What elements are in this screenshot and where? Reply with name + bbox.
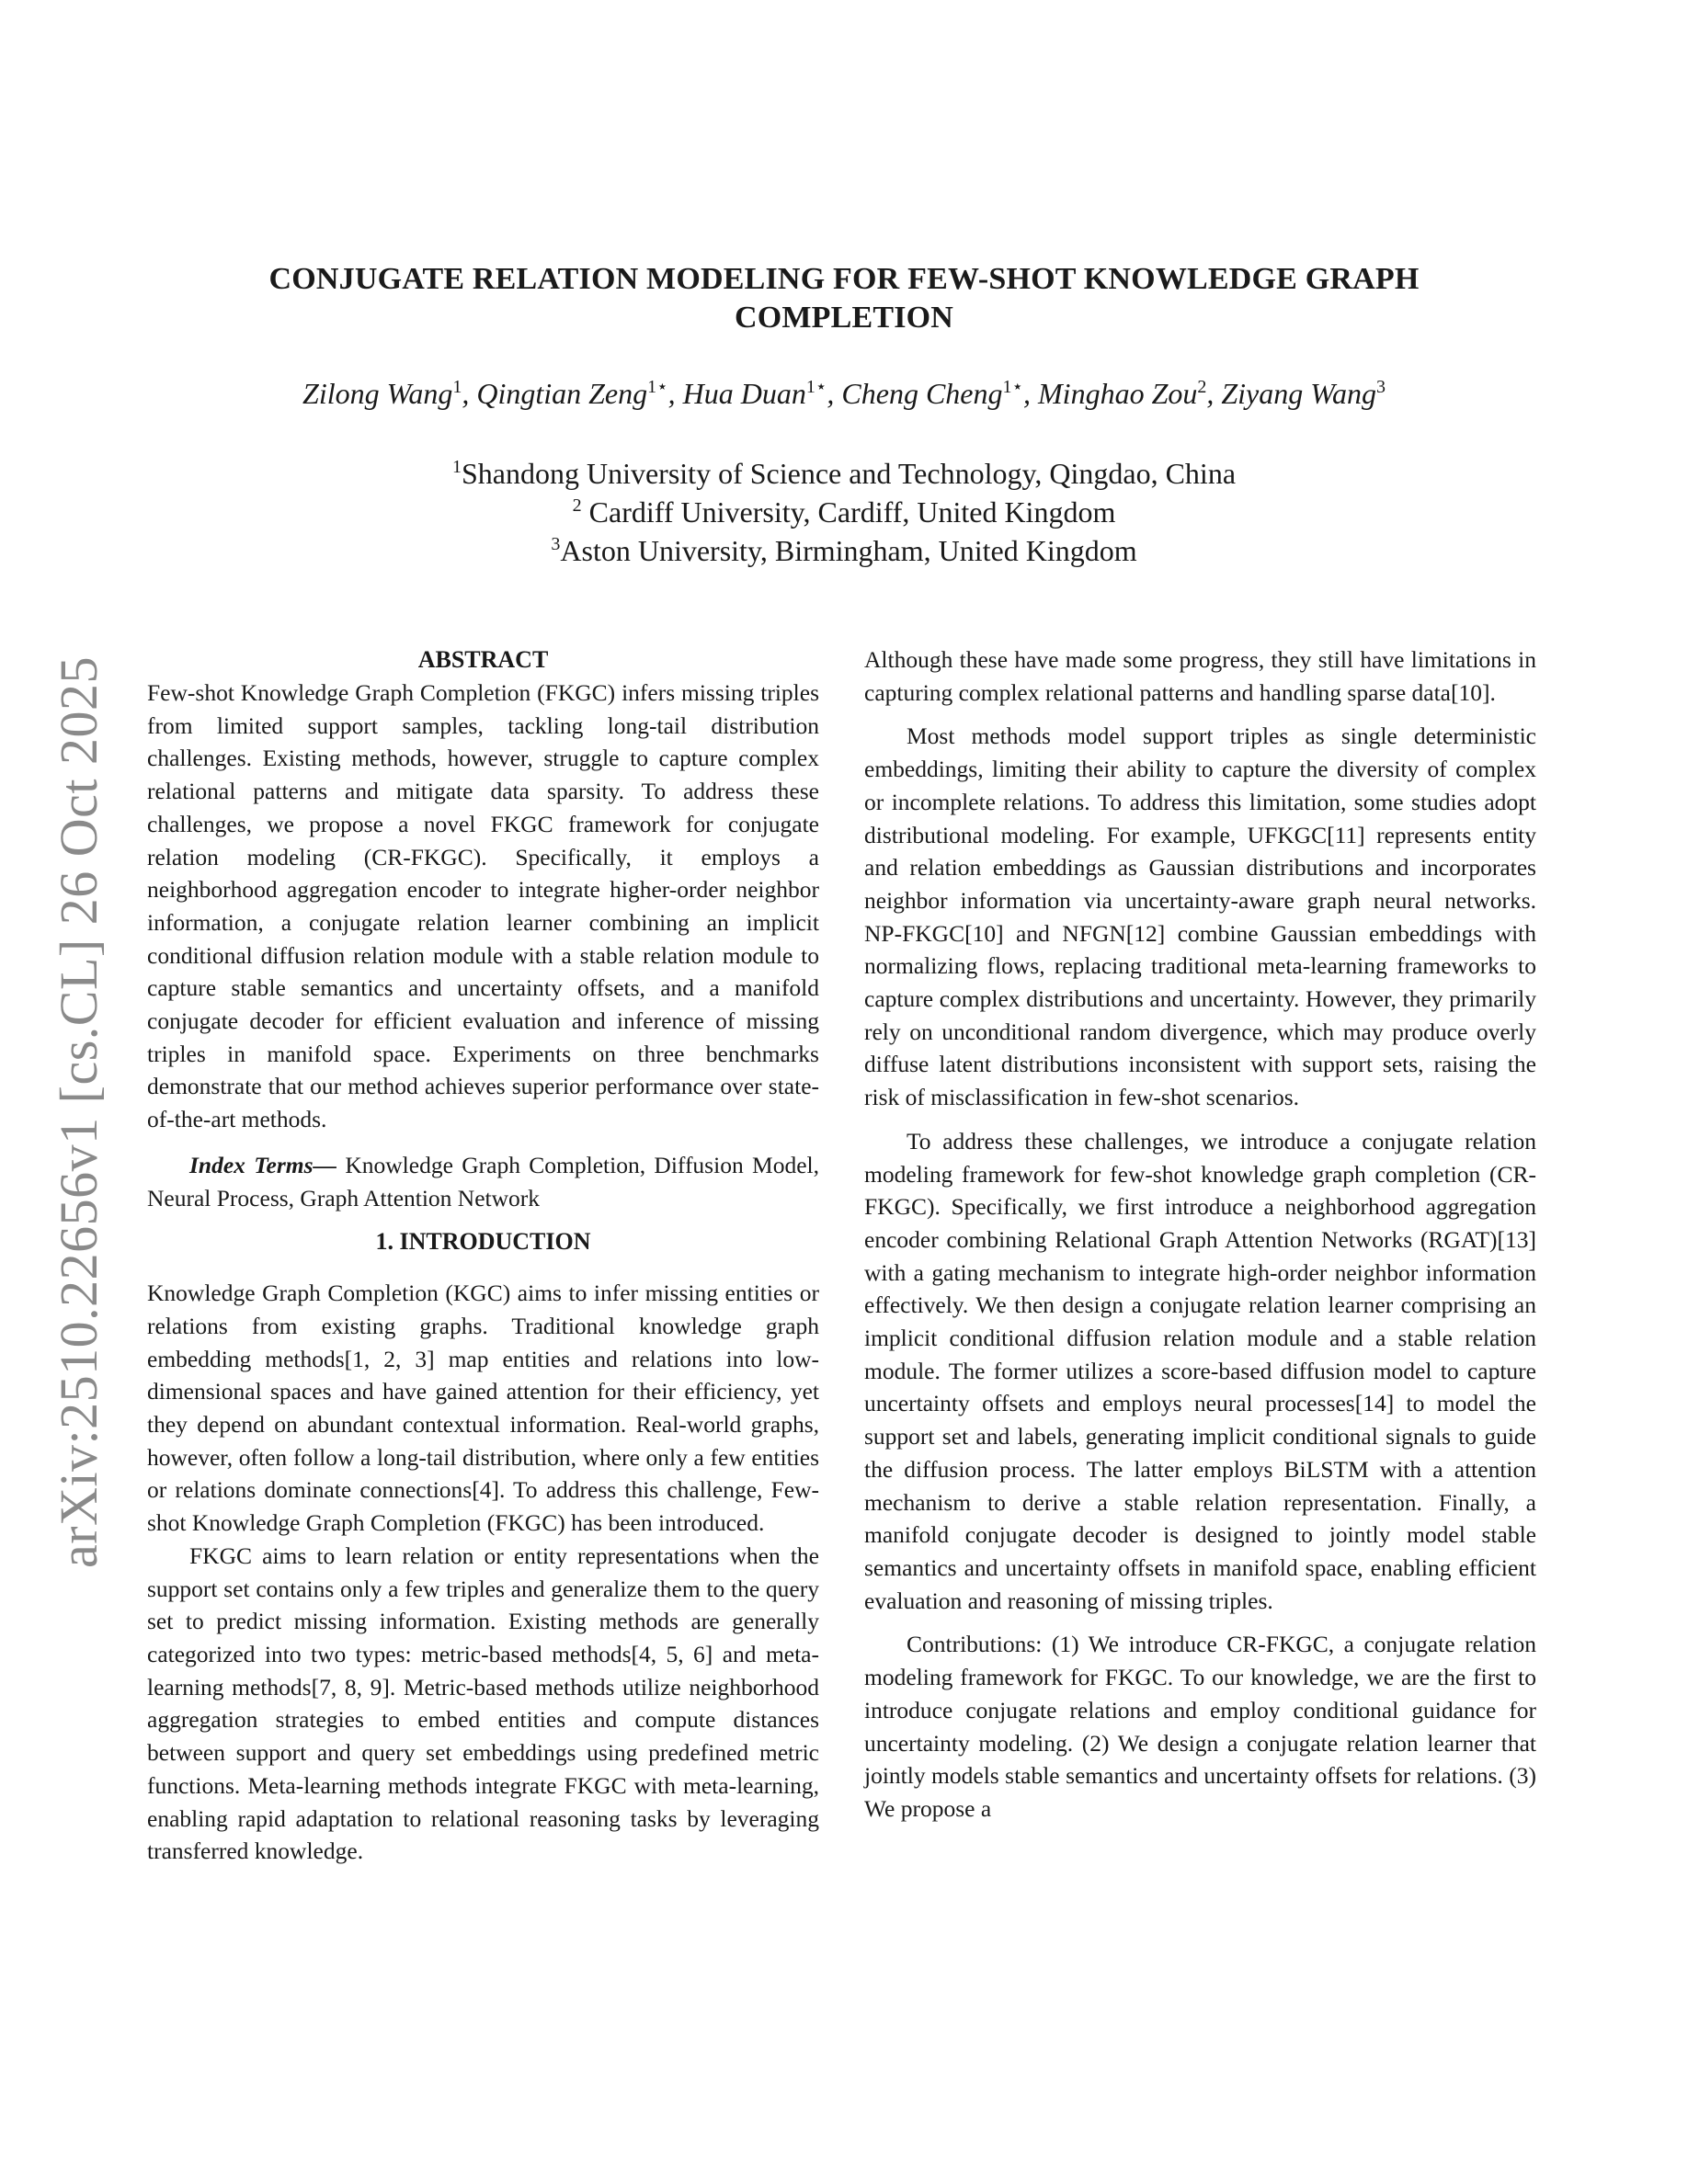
paper-title [0, 260, 1688, 337]
right-column [864, 643, 1536, 1837]
author: Zilong Wang$^1$, [302, 377, 477, 410]
intro-paragraph-1: Knowledge Graph Completion (KGC) aims to infer missing entities or relations from existing graphs. Traditional knowledge graph embedding methods[1, 2, 3] map entities and relations into low-dimensional spaces and have gained attention for their efficiency, yet they depend on abundant contextual information. Real-world graphs, however, often follow a long-tail distribution, where only a few entities or relations dominate connections[4]. To address this challenge, Few-shot Knowledge Graph Completion (FKGC) has been introduced. [147, 1280, 819, 1537]
author: Qingtian Zeng$^{1⋆}$, [476, 377, 683, 410]
body-paragraph: Although these have made some progress, they still have limitations in capturing complex relational patterns and handling sparse data[10]. [864, 646, 1536, 706]
affiliation: $^1$Shandong University of Science and Technology, Qingdao, China [451, 457, 1237, 490]
intro-paragraph-2: FKGC aims to learn relation or entity representations when the support set contains only a few triples and generalize them to the query set to predict missing information. Existing methods are generally categorized into two types: metric-based methods[4, 5, 6] and meta-learning methods[7, 8, 9]. Metric-based methods utilize neighborhood aggregation strategies to embed entities and compute distances between support and query set embeddings using predefined metric functions. Meta-learning methods integrate FKGC with meta-learning, enabling rapid adaptation to relational reasoning tasks by leveraging transferred knowledge. [147, 1541, 819, 1865]
title-line-2: COMPLETION [734, 301, 954, 335]
body-paragraph: Most methods model support triples as single deterministic embeddings, limiting their ability to capture the diversity of complex or incomplete relations. To address this limitation, some studies adopt distributional modeling. For example, UFKGC[11] represents entity and relation embeddings as Gaussian distributions and incorporates neighbor information via uncertainty-aware graph neural networks. NP-FKGC[10] and NFGN[12] combine Gaussian embeddings with normalizing flows, replacing traditional meta-learning frameworks to capture complex distributions and uncertainty. However, they primarily rely on unconditional random divergence, which may produce overly diffuse latent distributions inconsistent with support sets, raising the risk of misclassification in few-shot scenarios. [864, 722, 1536, 1111]
body-paragraph: Contributions: (1) We introduce CR-FKGC, a conjugate relation modeling framework for FKGC. To our knowledge, we are the first to introduce conjugate relations and employ conditional guidance for uncertainty modeling. (2) We design a conjugate relation learner that jointly models stable semantics and uncertainty offsets for relations. (3) We propose a [864, 1631, 1536, 1822]
arxiv-identifier-stamp: arXiv:2510.22656v1 [cs.CL] 26 Oct 2025 [49, 656, 108, 1568]
author: Ziyang Wang$^3$ [1221, 377, 1386, 410]
affiliation: $^3$Aston University, Birmingham, United Kingdom [551, 534, 1137, 567]
left-column [147, 643, 819, 1879]
author: Minghao Zou$^2$, [1038, 377, 1222, 410]
title-line-1: CONJUGATE RELATION MODELING FOR FEW-SHOT KNOWLEDGE GRAPH [268, 262, 1420, 296]
index-terms-text: Knowledge Graph Completion, Diffusion Model, Neural Process, Graph Attention Network [147, 1151, 819, 1211]
author: Hua Duan$^{1⋆}$, [682, 377, 842, 410]
author-list [0, 375, 1688, 412]
affiliation: $^2$ Cardiff University, Cardiff, United Kingdom [572, 495, 1116, 529]
abstract-text: Few-shot Knowledge Graph Completion (FKGC) infers missing triples from limited support samples, tackling long-tail distribution challenges. Existing methods, however, struggle to capture complex relational patterns and mitigate data sparsity. To address these challenges, we propose a novel FKGC framework for conjugate relation modeling (CR-FKGC). Specifically, it employs a neighborhood aggregation encoder to integrate higher-order neighbor information, a conjugate relation learner combining an implicit conditional diffusion relation module with a stable relation module to capture stable semantics and uncertainty offsets, and a manifold conjugate decoder for efficient evaluation and inference of missing triples in manifold space. Experiments on three benchmarks demonstrate that our method achieves superior performance over state-of-the-art methods. [147, 679, 819, 1133]
section-heading-introduction: 1. INTRODUCTION [375, 1228, 591, 1256]
index-terms-label: Index Terms— [189, 1151, 336, 1178]
affiliation-list [0, 454, 1688, 570]
abstract-heading: ABSTRACT [417, 646, 549, 673]
author: Cheng Cheng$^{1⋆}$, [841, 377, 1039, 410]
index-terms [147, 1149, 819, 1214]
body-paragraph: To address these challenges, we introduce a conjugate relation modeling framework for few-shot knowledge graph completion (CR-FKGC). Specifically, we first introduce a neighborhood aggregation encoder combining Relational Graph Attention Networks (RGAT)[13] with a gating mechanism to integrate high-order neighbor information effectively. We then design a conjugate relation learner comprising an implicit conditional diffusion relation module and a stable relation module. The former utilizes a score-based diffusion model to capture uncertainty offsets and employs neural processes[14] to model the support set and labels, generating implicit conditional signals to guide the diffusion process. The latter employs BiLSTM with a attention mechanism to derive a stable relation representation. Finally, a manifold conjugate decoder is designed to jointly model stable semantics and uncertainty offsets in manifold space, enabling efficient evaluation and reasoning of missing triples. [864, 1127, 1536, 1614]
